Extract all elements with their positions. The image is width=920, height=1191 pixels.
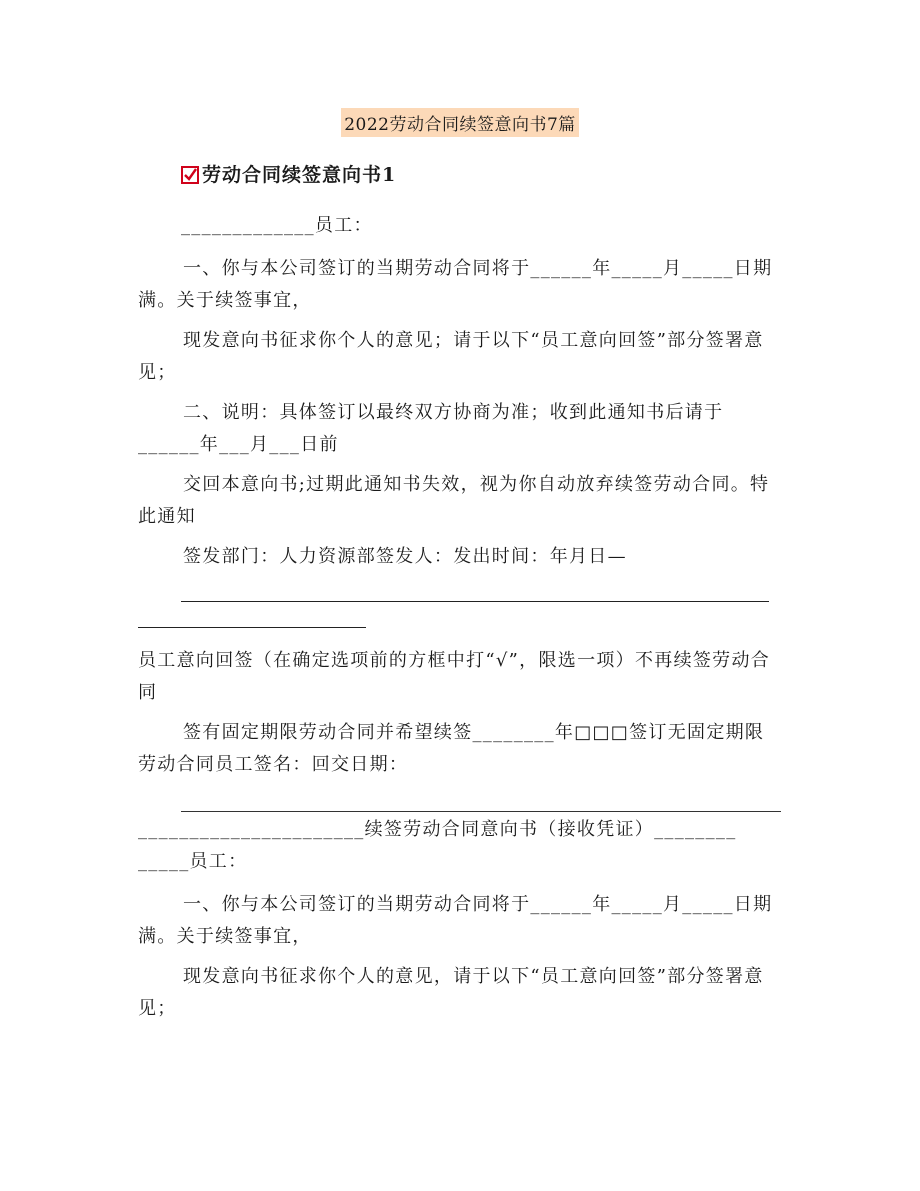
paragraph-note: 二、说明：具体签订以最终双方协商为准；收到此通知书后请于______年___月___日前: [138, 402, 724, 455]
section-heading: [181, 160, 396, 187]
title-container: [0, 108, 920, 137]
paragraph-return: 交回本意向书;过期此通知书失效，视为你自动放弃续签劳动合同。特此通知: [138, 474, 770, 527]
paragraph-reply-options: 签有固定期限劳动合同并希望续签________年□□□签订无固定期限劳动合同员工签名：回交日期：: [138, 722, 765, 775]
blank-signature-line: [181, 811, 781, 812]
receipt-heading: ______________________续签劳动合同意向书（接收凭证）________: [138, 819, 737, 840]
document-title: 2022劳动合同续签意向书7篇: [341, 108, 579, 137]
paragraph-request: 现发意向书征求你个人的意见；请于以下“员工意向回签”部分签署意见；: [138, 330, 764, 383]
checkbox-checked-icon: [181, 166, 199, 184]
section-heading-text: 劳动合同续签意向书1: [202, 164, 397, 186]
paragraph-issuer: 签发部门：人力资源部签发人：发出时间：年月日—: [183, 546, 627, 567]
paragraph-request-2: 现发意向书征求你个人的意见，请于以下“员工意向回签”部分签署意见；: [138, 966, 764, 1019]
addressee-line: _____________员工：: [181, 215, 373, 236]
paragraph-expiry-2: 一、你与本公司签订的当期劳动合同将于______年_____月_____日期满。关于续签事宜，: [138, 894, 773, 947]
separator-line: [181, 601, 769, 602]
paragraph-reply-instructions: 员工意向回签（在确定选项前的方框中打“√”，限选一项）不再续签劳动合同: [138, 650, 771, 703]
addressee-line-2: _____员工：: [138, 851, 248, 872]
paragraph-expiry: 一、你与本公司签订的当期劳动合同将于______年_____月_____日期满。关于续签事宜，: [138, 258, 773, 311]
separator-line-continued: [138, 627, 366, 628]
